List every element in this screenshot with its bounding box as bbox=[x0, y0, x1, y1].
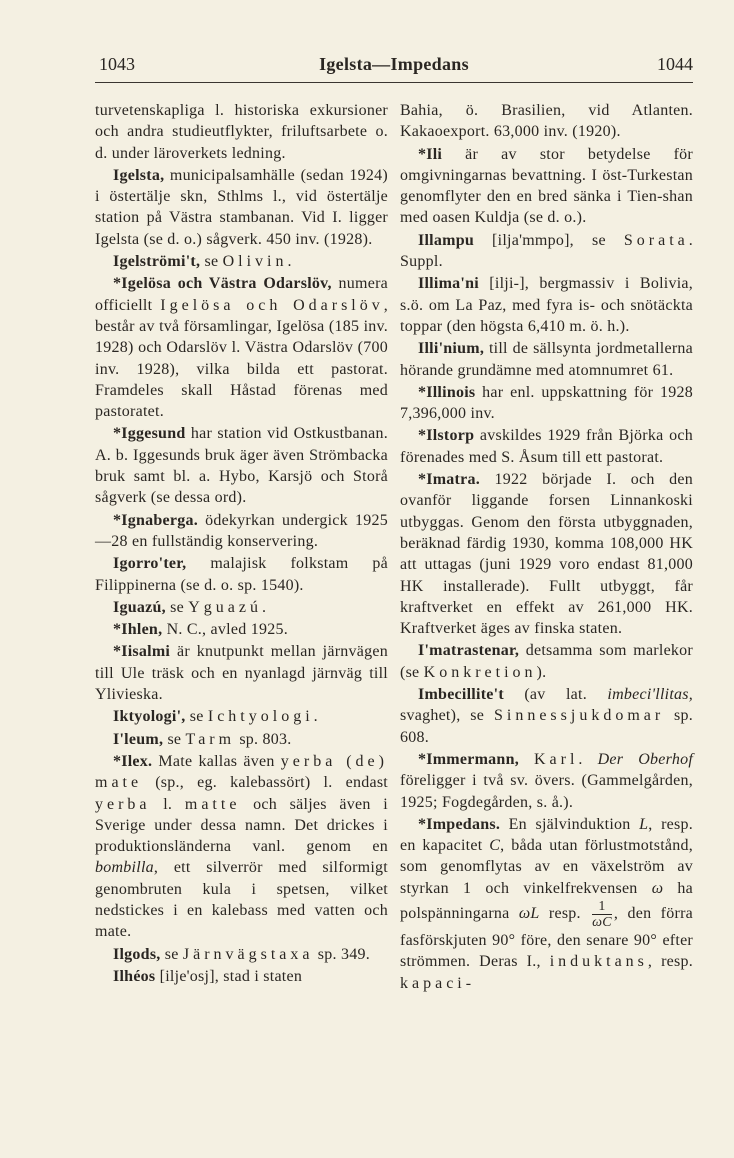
entry-headword: Ilhéos bbox=[113, 967, 156, 985]
entry-text: sp. 608. bbox=[400, 707, 694, 746]
entry-text: (av lat. bbox=[503, 686, 608, 704]
entry-text: resp. bbox=[539, 905, 591, 923]
entry-text: se bbox=[165, 598, 189, 616]
entry-headword: Illima'ni bbox=[418, 275, 479, 293]
cross-reference: Ichtyologi bbox=[207, 708, 314, 726]
entry-text: malajisk folkstam på Filippinerna (se d. o. sp. 1540). bbox=[95, 555, 388, 594]
entry-text: , den förra fasförskjuten 90° före, den senare 90° efter strömmen. Deras I., bbox=[400, 905, 693, 971]
entry-headword: I'leum, bbox=[113, 730, 164, 748]
dictionary-entry bbox=[95, 597, 388, 618]
dictionary-entry bbox=[95, 706, 388, 727]
italic-text: bombilla bbox=[95, 859, 154, 877]
entry-headword: Igelströmi't, bbox=[113, 253, 201, 271]
entry-headword: *Iggesund bbox=[113, 425, 186, 443]
entry-text: ). bbox=[536, 663, 547, 681]
entry-text: se bbox=[160, 945, 183, 963]
dictionary-entry bbox=[95, 944, 388, 965]
entry-text: 1922 började I. och den ovanför liggande forsen Linnankoski utbyggas. Genom den första utbyggnaden, beräknad färdig 1930, komma 108,000 HK att uttagas (juni 1929 voro endast 81,000 HK installerade). Fullt utbyggt, får kraftverket en effekt av 261,000 HK. Kraftverket äges av finska staten. bbox=[400, 471, 693, 638]
italic-text: imbeci'llitas, bbox=[607, 686, 693, 704]
cross-reference: Tarm bbox=[185, 730, 236, 748]
left-column bbox=[95, 100, 388, 988]
entry-text: sp. 803. bbox=[235, 730, 292, 748]
entry-headword: Imbecillite't bbox=[418, 686, 504, 704]
entry-headword: I'matrastenar, bbox=[418, 642, 520, 660]
entry-headword: *Ignaberga. bbox=[113, 511, 198, 529]
cross-reference: Järnvägstaxa bbox=[182, 945, 314, 963]
entry-headword: Iguazú, bbox=[113, 598, 166, 616]
italic-text: C bbox=[489, 837, 501, 855]
entry-text: är av stor betydelse för omgivningarnas bevattning. I öst-Turkestan genomflyter den en bred sänka i Tien-shan med oasen Kuldja (se d. o.). bbox=[400, 145, 693, 227]
entry-headword: *Illinois bbox=[418, 383, 476, 401]
page-number-left: 1043 bbox=[99, 54, 135, 74]
entry-headword: *Imatra. bbox=[418, 471, 480, 489]
entry-text: , båda utan förlustmotstånd, som genomflytas av en växelström av styrkan 1 och vinkelfrekvensen bbox=[400, 837, 694, 897]
entry-text: numera officiellt bbox=[95, 275, 389, 314]
italic-text: Der Oberhof bbox=[597, 750, 694, 768]
dictionary-entry bbox=[95, 423, 388, 508]
cross-reference: Olivin bbox=[222, 253, 288, 271]
dictionary-entry bbox=[95, 751, 388, 943]
entry-text: En självinduktion bbox=[500, 815, 640, 833]
entry-text: . bbox=[578, 750, 598, 768]
entry-text: (sp., eg. kalebassört) l. endast bbox=[142, 774, 388, 792]
dictionary-entry bbox=[95, 966, 388, 987]
page-header bbox=[95, 54, 693, 80]
dictionary-entry bbox=[400, 230, 693, 273]
entry-headword: Ilgods, bbox=[113, 945, 161, 963]
entry-text: Bahia, ö. Brasilien, vid Atlanten. Kakaoexport. 63,000 inv. (1920). bbox=[400, 102, 693, 141]
fraction-numerator: 1 bbox=[592, 899, 612, 915]
cross-reference: kapaci- bbox=[400, 974, 476, 992]
entry-headword: Igorro'ter, bbox=[113, 555, 187, 573]
entry-text: . bbox=[313, 708, 318, 726]
dictionary-entry bbox=[400, 684, 693, 748]
cross-reference: yerba (de) mate bbox=[95, 752, 388, 792]
dictionary-entry bbox=[400, 273, 693, 337]
dictionary-entry bbox=[400, 814, 693, 994]
header-rule bbox=[95, 82, 693, 83]
dictionary-entry bbox=[95, 165, 388, 250]
entry-text: svaghet), se bbox=[400, 707, 494, 725]
entry-headword: *Impedans. bbox=[418, 815, 501, 833]
dictionary-entry bbox=[400, 749, 693, 813]
entry-headword: *Ili bbox=[418, 145, 443, 163]
entry-text: [ilje'osj], stad i staten bbox=[155, 967, 303, 985]
entry-text: . bbox=[261, 598, 267, 616]
entry-headword: Igelsta, bbox=[113, 166, 165, 184]
entry-text: turvetenskapliga l. historiska exkursioner och andra studieutflykter, friluftsarbete o. d. under läroverkets ledning. bbox=[95, 102, 388, 162]
dictionary-entry bbox=[95, 510, 388, 553]
entry-headword: *Igelösa och Västra Odarslöv, bbox=[113, 275, 332, 293]
entry-text: ödekyrkan undergick 1925—28 en fullständig konservering. bbox=[95, 511, 388, 550]
dictionary-entry bbox=[400, 640, 693, 683]
entry-continuation bbox=[95, 100, 388, 164]
entry-text: l. bbox=[150, 795, 185, 813]
entry-headword: *Ihlen, bbox=[113, 621, 163, 639]
cross-reference: Konkretion bbox=[423, 663, 537, 681]
entry-text: se bbox=[200, 253, 223, 271]
fraction bbox=[592, 899, 612, 930]
entry-text: , resp. bbox=[647, 953, 693, 971]
dictionary-entry bbox=[95, 619, 388, 640]
cross-reference: induktans bbox=[549, 953, 648, 971]
italic-text: L bbox=[639, 815, 649, 833]
entry-text: Mate kallas även bbox=[152, 752, 281, 770]
entry-text: N. C., avled 1925. bbox=[162, 621, 288, 639]
cross-reference: Sinnessjukdomar bbox=[493, 707, 665, 725]
entry-text: ha polspänningarna bbox=[400, 879, 693, 923]
page-number-right: 1044 bbox=[657, 54, 693, 74]
italic-text: ω bbox=[651, 879, 664, 897]
entry-text: se bbox=[163, 730, 186, 748]
cross-reference: matte bbox=[184, 795, 241, 813]
dictionary-entry bbox=[95, 729, 388, 750]
dictionary-entry bbox=[400, 144, 693, 229]
entry-text: till de sällsynta jordmetallerna hörande grundämne med atomnumret 61. bbox=[400, 340, 693, 379]
dictionary-entry bbox=[95, 251, 388, 272]
running-title: Igelsta—Impedans bbox=[319, 54, 469, 74]
entry-text: se bbox=[185, 708, 208, 726]
entry-text: och säljes även i Sverige under dessa namn. Det drickes i produktionsländerna vanl. genom en bbox=[95, 795, 388, 856]
dictionary-entry bbox=[95, 553, 388, 596]
entry-text: , består av två församlingar, Igelösa (185 inv. 1928) och Odarslöv l. Västra Odarslöv (700 inv. 1928), vilka bilda ett pastorat. Framdeles skall Håstad förenas med pastoratet. bbox=[95, 296, 388, 421]
entry-text: detsamma som marlekor (se bbox=[400, 642, 693, 681]
entry-text: municipalsamhälle (sedan 1924) i östertälje skn, Sthlms l., vid östertälje station på Västra stambanan. Vid I. ligger Igelsta (se d. o.) sågverk. 450 inv. (1928). bbox=[95, 166, 388, 248]
entry-text: [ilji-], bergmassiv i Bolivia, s.ö. om La Paz, med fyra is- och snötäckta toppar (den högsta 6,410 m. ö. h.). bbox=[400, 275, 693, 335]
entry-text: . bbox=[287, 253, 292, 271]
dictionary-entry bbox=[400, 382, 693, 425]
entry-text: har enl. uppskattning för 1928 7,396,000 inv. bbox=[400, 383, 693, 423]
entry-text: föreligger i två sv. övers. (Gammelgården, 1925; Fogdegården, s. å.). bbox=[400, 772, 693, 811]
entry-text: [ilja'mmpo], se bbox=[474, 231, 624, 249]
fraction-denominator: ωC bbox=[592, 914, 612, 930]
italic-text: ωL bbox=[518, 905, 540, 923]
entry-text: , ett silverrör med silformigt genombruten kula i spetsen, vilket nedstickes i en kalebass med vatten och mate. bbox=[95, 859, 388, 941]
cross-reference: yerba bbox=[95, 795, 151, 813]
cross-reference: Sorata bbox=[623, 231, 689, 249]
dictionary-entry bbox=[400, 469, 693, 639]
entry-text: , resp. en kapacitet bbox=[400, 815, 694, 855]
dictionary-entry bbox=[95, 273, 388, 422]
entry-headword: Iktyologi', bbox=[113, 708, 186, 726]
entry-text: avskildes 1929 från Björka och förenades med S. Åsum till ett pastorat. bbox=[400, 427, 693, 466]
cross-reference: Igelösa och Odarslöv bbox=[160, 296, 384, 314]
right-column bbox=[400, 100, 693, 995]
dictionary-entry bbox=[95, 641, 388, 705]
entry-text: sp. 349. bbox=[313, 945, 370, 963]
entry-headword: *Immermann, bbox=[418, 750, 519, 768]
entry-headword: *Iisalmi bbox=[113, 643, 171, 661]
entry-headword: *Ilstorp bbox=[418, 427, 475, 445]
dictionary-entry bbox=[400, 425, 693, 468]
cross-reference: Karl bbox=[533, 750, 579, 768]
entry-text bbox=[519, 751, 534, 768]
entry-headword: *Ilex. bbox=[113, 752, 153, 770]
entry-headword: Illi'nium, bbox=[418, 340, 485, 358]
entry-text: har station vid Ostkustbanan. A. b. Iggesunds bruk äger även Strömbacka bruk samt bl. a. Hybo, Karsjö och Storå sågverk (se dessa ord). bbox=[95, 425, 388, 507]
entry-continuation bbox=[400, 100, 693, 143]
entry-text: är knutpunkt mellan järnvägen till Ule träsk och en nyanlagd järnväg till Ylivieska. bbox=[95, 643, 388, 704]
entry-headword: Illampu bbox=[418, 231, 474, 249]
cross-reference: Yguazú bbox=[188, 598, 262, 616]
dictionary-entry bbox=[400, 338, 693, 381]
entry-text: . Suppl. bbox=[400, 231, 693, 271]
